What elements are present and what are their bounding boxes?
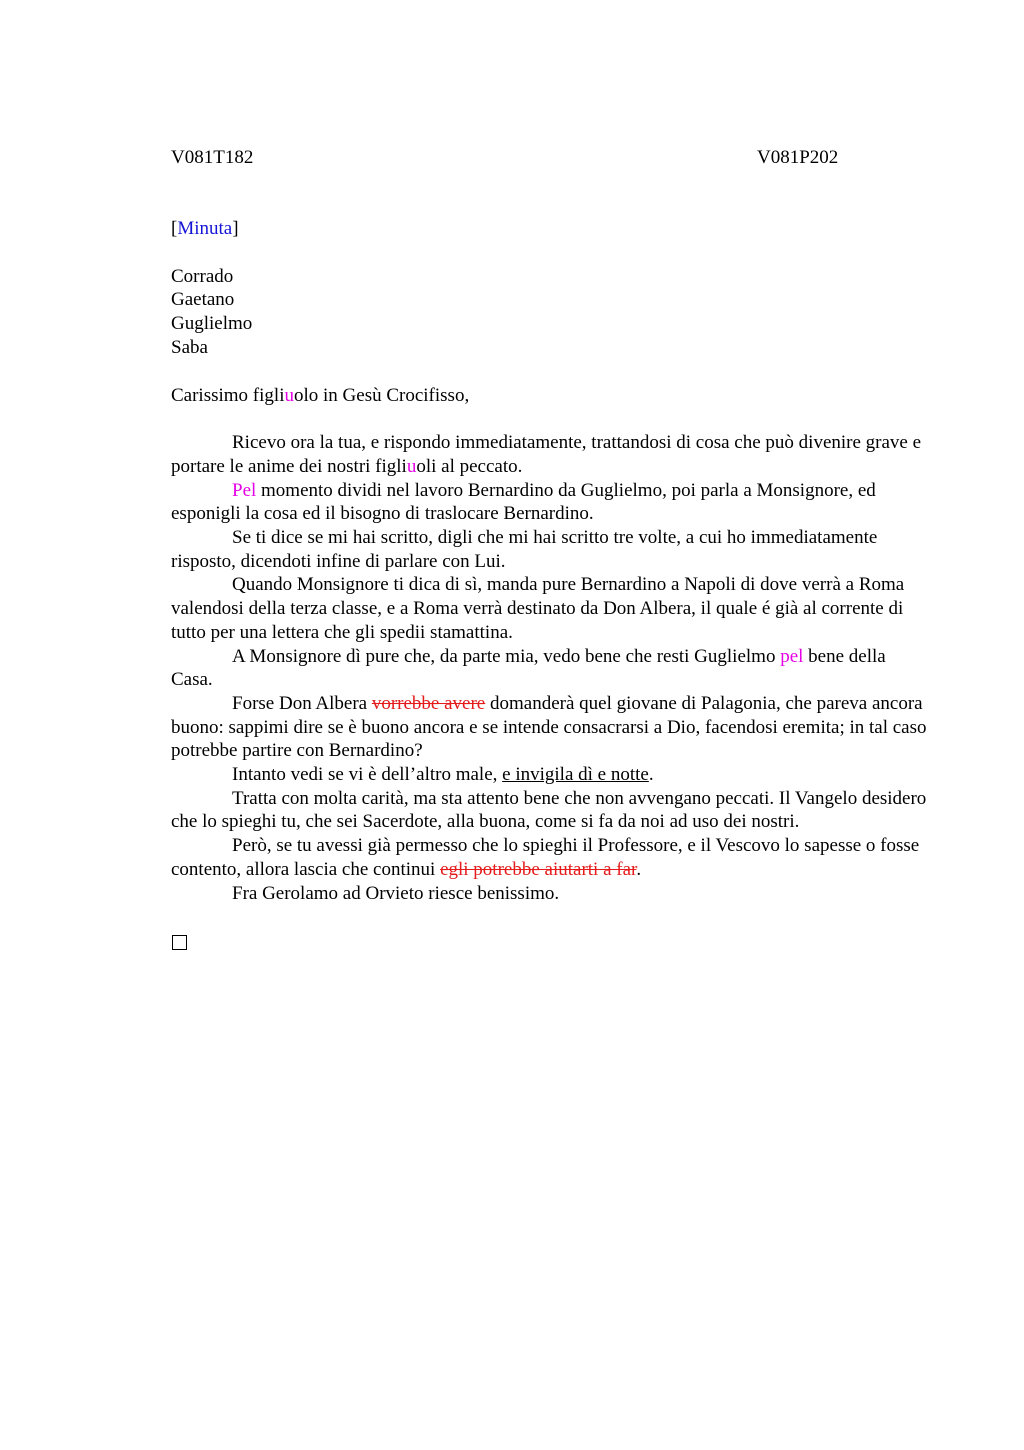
bracket-open: [: [171, 218, 178, 239]
text: .: [636, 858, 642, 880]
recipient-line: Saba: [171, 336, 208, 358]
correction-mark: Pel: [232, 479, 257, 501]
paragraph-2: [171, 479, 931, 526]
text: Però, se tu avessi già permesso che lo spieghi il Professore, e il Vescovo lo sapesse o fosse contento, allora lascia che continui: [171, 835, 920, 880]
deleted-text: vorrebbe avere: [371, 692, 486, 714]
right-reference-code: V081P202: [757, 147, 839, 168]
recipient-line: Guglielmo: [171, 313, 253, 335]
paragraph-6: [171, 692, 931, 763]
minuta-label: Minuta: [177, 218, 233, 239]
text: domanderà quel giovane di Palagonia, che pareva ancora buono: sappimi dire se è buono ancora e se intende consacrarsi a Dio, facendosi eremita; in tal caso potrebbe partire con Bernardino?: [171, 692, 927, 762]
text: oli al peccato.: [416, 455, 523, 477]
text: Forse Don Albera: [232, 692, 372, 714]
paragraph-10: Fra Gerolamo ad Orvieto riesce benissimo.: [232, 882, 560, 904]
minuta-note: [171, 217, 931, 241]
text: Ricevo ora la tua, e rispondo immediatamente, trattandosi di cosa che può divenire grave e portare le anime dei nostri figli: [171, 432, 922, 477]
correction-mark: u: [406, 455, 417, 477]
paragraph-8: Tratta con molta carità, ma sta attento bene che non avvengano peccati. Il Vangelo desidero che lo spieghi tu, che sei Sacerdote, alla buona, come si fa da noi ad uso dei nostri.: [171, 787, 927, 833]
paragraph-9: [171, 834, 931, 881]
recipient-line: Gaetano: [171, 289, 235, 311]
text: olo in Gesù Crocifisso,: [293, 384, 470, 406]
text: Carissimo figli: [171, 384, 285, 406]
salutation: [171, 384, 931, 408]
paragraph-1: [171, 431, 931, 478]
underlined-text: e invigila dì e notte: [502, 764, 649, 786]
text: bene della Casa.: [171, 645, 886, 691]
end-marker: [171, 929, 931, 957]
paragraph-5: [171, 645, 931, 692]
correction-mark: u: [284, 384, 294, 406]
text: Intanto vedi se vi è dell’altro male,: [232, 764, 503, 786]
paragraph-4: Quando Monsignore ti dica di sì, manda pure Bernardino a Napoli di dove verrà a Roma valendosi della terza classe, e a Roma verrà destinato da Don Albera, il quale é già al corrente di tutto per una lettera che gli spedii stamattina.: [171, 574, 905, 643]
paragraph-7: [171, 763, 931, 787]
text: A Monsignore dì pure che, da parte mia, vedo bene che resti Guglielmo: [232, 645, 781, 667]
text: momento dividi nel lavoro Bernardino da Guglielmo, poi parla a Monsignore, ed esponigli la cosa ed il bisogno di traslocare Bernardino.: [171, 479, 876, 525]
paragraph-3: Se ti dice se mi hai scritto, digli che mi hai scritto tre volte, a cui ho immediatamente risposto, dicendoti infine di parlare con Lui.: [171, 527, 878, 572]
recipient-line: Corrado: [171, 265, 234, 287]
square-box-icon: [172, 935, 187, 950]
deleted-text: egli potrebbe aiutarti a far: [440, 858, 637, 880]
letter-page: [171, 146, 931, 957]
left-reference-code: V081T182: [171, 147, 254, 168]
correction-mark: pel: [780, 645, 804, 667]
bracket-close: ]: [232, 218, 239, 239]
document-header: [171, 146, 931, 170]
text: .: [648, 764, 654, 786]
